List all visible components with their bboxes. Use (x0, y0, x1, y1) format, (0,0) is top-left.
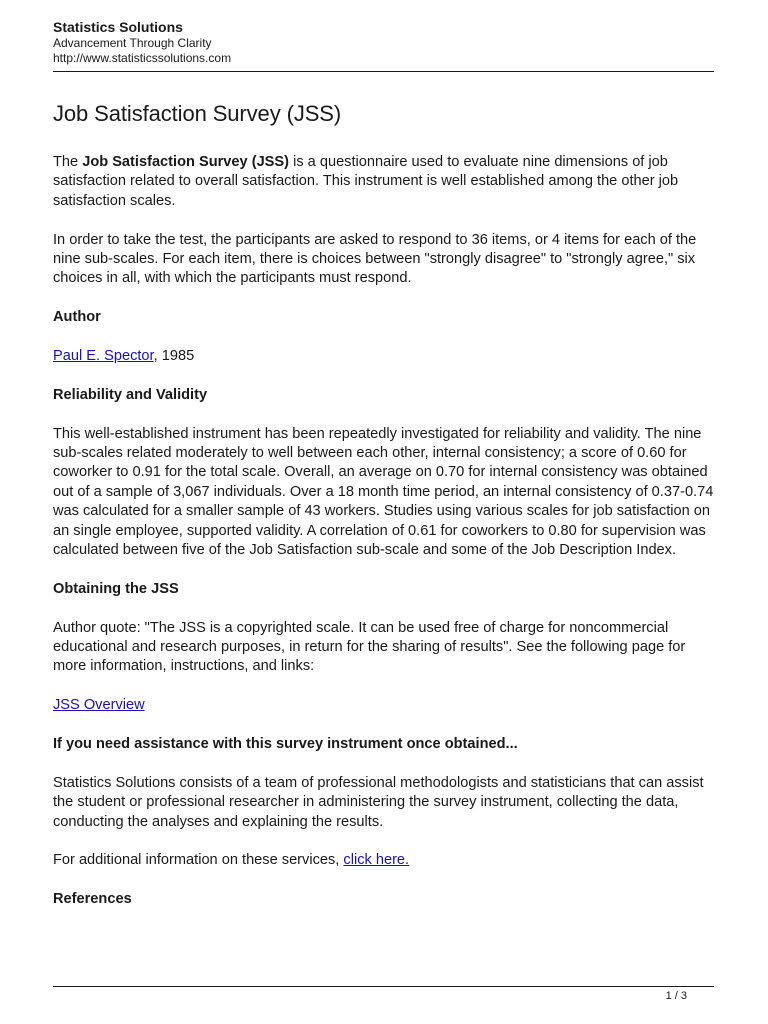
header-divider (53, 71, 714, 72)
intro-bold-term: Job Satisfaction Survey (JSS) (82, 154, 290, 170)
jss-overview-link[interactable]: JSS Overview (53, 697, 145, 714)
page-number: 1 / 3 (665, 990, 687, 1002)
assistance-paragraph: Statistics Solutions consists of a team of professional methodologists and statisticians that can assist the student or professional researcher in administering the survey instrument, collecting the data, conducting the analyses and explaining the results. (53, 774, 704, 830)
obtaining-paragraph: Author quote: "The JSS is a copyrighted scale. It can be used free of charge for noncommercial educational and research purposes, in return for the sharing of results". See the following page for more information, instructions, and links: (53, 619, 686, 675)
page-title: Job Satisfaction Survey (JSS) (53, 101, 342, 126)
footer-divider (53, 986, 714, 987)
author-link[interactable]: Paul E. Spector (53, 348, 154, 365)
additional-info-paragraph (53, 851, 715, 870)
author-paragraph (53, 347, 715, 366)
author-heading: Author (53, 309, 101, 326)
site-tagline: Advancement Through Clarity (53, 36, 212, 50)
reliability-heading: Reliability and Validity (53, 386, 208, 403)
test-paragraph: In order to take the test, the participants are asked to respond to 36 items, or 4 items for each of the nine sub-scales. For each item, there is choices between "strongly disagree" to "strongly agree," six choices in all, with which the participants must respond. (53, 231, 697, 287)
assistance-heading: If you need assistance with this survey instrument once obtained... (53, 736, 518, 753)
click-here-link[interactable]: click here. (343, 852, 410, 869)
jss-overview-paragraph (53, 696, 715, 715)
obtaining-heading: Obtaining the JSS (53, 580, 179, 597)
intro-prefix: The (53, 154, 83, 170)
additional-info-text: For additional information on these services, (53, 852, 344, 869)
page-header (53, 18, 715, 66)
author-year: , 1985 (153, 348, 195, 365)
article-body (53, 100, 715, 929)
site-url: http://www.statisticssolutions.com (53, 51, 232, 65)
intro-rest: is a questionnaire used to evaluate nine dimensions of job satisfaction related to overall satisfaction. This instrument is well established among the other job satisfaction scales. (53, 154, 679, 209)
references-heading: References (53, 891, 132, 908)
site-name: Statistics Solutions (53, 19, 183, 35)
intro-paragraph (53, 153, 715, 211)
reliability-paragraph: This well-established instrument has been repeatedly investigated for reliability and validity. The nine sub-scales related moderately to well between each other, internal consistency; a score of 0.60 for coworker to 0.91 for the total scale. Overall, an average on 0.70 for internal consistency was obtained out of a sample of 3,067 individuals. Over a 18 month time period, an internal consistency of 0.37-0.74 was calculated for a smaller sample of 43 workers. Studies using various scales for job satisfaction on an single employee, supported validity. A correlation of 0.61 for coworkers to 0.80 for supervision was calculated between five of the Job Satisfaction sub-scale and some of the Job Description Index. (53, 425, 714, 559)
